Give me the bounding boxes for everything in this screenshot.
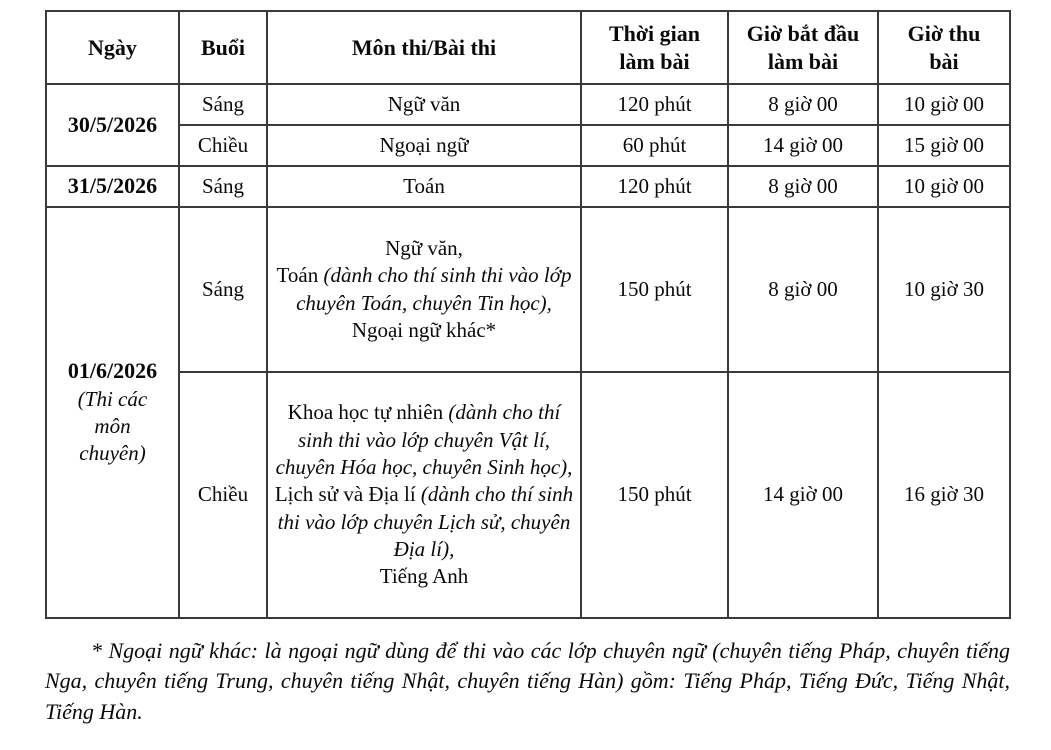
col-header-start-time-label: Giờ bắt đầu làm bài bbox=[746, 21, 860, 74]
col-header-collect-time-label: Giờ thu bài bbox=[907, 21, 981, 74]
date-label: 01/6/2026 bbox=[67, 358, 158, 384]
start-time-cell: 14 giờ 00 bbox=[728, 372, 878, 618]
collect-time-cell: 15 giờ 00 bbox=[878, 125, 1010, 166]
duration-cell: 120 phút bbox=[581, 84, 728, 125]
subject-line bbox=[274, 317, 574, 344]
date-label: 31/5/2026 bbox=[67, 173, 158, 199]
subject-text: Ngữ văn, bbox=[385, 235, 463, 260]
col-header-collect-time bbox=[878, 11, 1010, 84]
duration-cell: 150 phút bbox=[581, 372, 728, 618]
subject-text: Tiếng Anh bbox=[379, 564, 469, 589]
subject-cell: Toán bbox=[267, 166, 581, 207]
session-cell: Chiều bbox=[179, 125, 267, 166]
subject-text: Toán bbox=[276, 263, 324, 288]
subject-note: (dành cho thí sinh thi vào lớp chuyên Lịch sử, chuyên Địa lí), bbox=[277, 482, 574, 561]
col-header-date: Ngày bbox=[46, 11, 179, 84]
col-header-subject: Môn thi/Bài thi bbox=[267, 11, 581, 84]
col-header-duration bbox=[581, 11, 728, 84]
subject-cell: Ngữ văn bbox=[267, 84, 581, 125]
subject-cell: Ngoại ngữ bbox=[267, 125, 581, 166]
subject-text: Lịch sử và Địa lí bbox=[274, 482, 421, 507]
subject-note: (dành cho thí sinh thi vào lớp chuyên Vật lí, chuyên Hóa học, chuyên Sinh học), bbox=[275, 400, 573, 480]
date-cell bbox=[46, 166, 179, 207]
start-time-cell: 8 giờ 00 bbox=[728, 207, 878, 372]
session-cell: Sáng bbox=[179, 207, 267, 372]
col-header-start-time bbox=[728, 11, 878, 84]
start-time-cell: 14 giờ 00 bbox=[728, 125, 878, 166]
session-cell: Chiều bbox=[179, 372, 267, 618]
col-header-session: Buổi bbox=[179, 11, 267, 84]
duration-cell: 150 phút bbox=[581, 207, 728, 372]
start-time-cell: 8 giờ 00 bbox=[728, 166, 878, 207]
footnote: * Ngoại ngữ khác: là ngoại ngữ dùng để thi vào các lớp chuyên ngữ (chuyên tiếng Pháp, chuyên tiếng Nga, chuyên tiếng Trung, chuyên tiếng Nhật, chuyên tiếng Hàn) gồm: Tiếng Pháp, Tiếng Đức, Tiếng Nhật, Tiếng Hàn. bbox=[45, 638, 1010, 724]
table-row bbox=[46, 166, 1010, 207]
date-label: 30/5/2026 bbox=[67, 111, 158, 137]
subject-cell bbox=[267, 207, 581, 372]
subject-line bbox=[274, 262, 574, 317]
exam-schedule-table bbox=[45, 10, 1011, 619]
header-row bbox=[46, 11, 1010, 84]
date-note: (Thi các môn chuyên) bbox=[77, 386, 148, 466]
collect-time-cell: 10 giờ 00 bbox=[878, 166, 1010, 207]
subject-line bbox=[274, 481, 574, 563]
subject-line bbox=[274, 563, 574, 590]
col-header-duration-label: Thời gian làm bài bbox=[608, 21, 701, 74]
subject-text: Khoa học tự nhiên bbox=[287, 400, 449, 425]
session-cell: Sáng bbox=[179, 84, 267, 125]
date-cell bbox=[46, 207, 179, 618]
duration-cell: 120 phút bbox=[581, 166, 728, 207]
session-cell: Sáng bbox=[179, 166, 267, 207]
table-row bbox=[46, 372, 1010, 618]
collect-time-cell: 10 giờ 00 bbox=[878, 84, 1010, 125]
collect-time-cell: 10 giờ 30 bbox=[878, 207, 1010, 372]
subject-cell bbox=[267, 372, 581, 618]
collect-time-cell: 16 giờ 30 bbox=[878, 372, 1010, 618]
subject-line bbox=[274, 235, 574, 262]
table-row bbox=[46, 207, 1010, 372]
subject-text: Ngoại ngữ khác* bbox=[351, 317, 497, 342]
duration-cell: 60 phút bbox=[581, 125, 728, 166]
subject-line bbox=[274, 399, 574, 481]
table-row bbox=[46, 84, 1010, 125]
date-cell bbox=[46, 84, 179, 166]
subject-note: (dành cho thí sinh thi vào lớp chuyên Toán, chuyên Tin học), bbox=[296, 263, 572, 315]
table-row bbox=[46, 125, 1010, 166]
start-time-cell: 8 giờ 00 bbox=[728, 84, 878, 125]
